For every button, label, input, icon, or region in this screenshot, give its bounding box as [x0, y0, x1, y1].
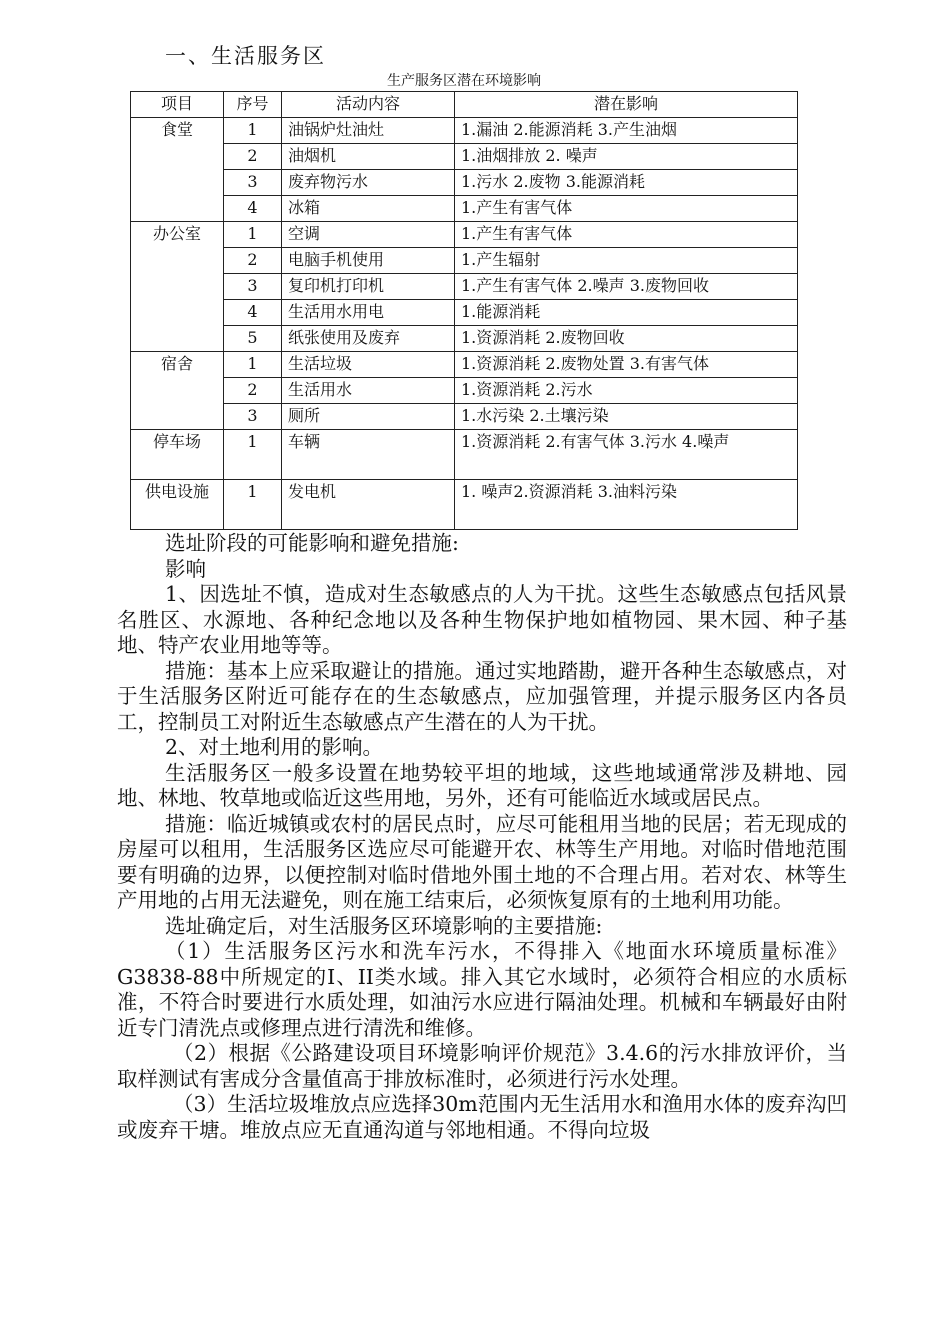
row-no: 3	[224, 170, 282, 196]
paragraph: （3）生活垃圾堆放点应选择30m范围内无生活用水和渔用水体的废弃沟凹或废弃干塘。堆放点应无直通沟道与邻地相通。不得向垃圾	[117, 1092, 847, 1142]
row-impact: 1.水污染 2.土壤污染	[455, 404, 798, 430]
table-row	[131, 118, 798, 144]
row-impact: 1.油烟排放 2. 噪声	[455, 144, 798, 170]
row-no: 5	[224, 326, 282, 352]
row-activity: 冰箱	[282, 196, 455, 222]
paragraph: 2、对土地利用的影响。	[165, 735, 384, 759]
header-item: 项目	[131, 92, 224, 118]
row-activity: 空调	[282, 222, 455, 248]
row-impact: 1.污水 2.废物 3.能源消耗	[455, 170, 798, 196]
table-row	[131, 352, 798, 378]
row-activity: 电脑手机使用	[282, 248, 455, 274]
row-impact: 1.漏油 2.能源消耗 3.产生油烟	[455, 118, 798, 144]
paragraph: 1、因选址不慎，造成对生态敏感点的人为干扰。这些生态敏感点包括风景名胜区、水源地、各种纪念地以及各种生物保护地如植物园、果木园、种子基地、特产农业用地等等。	[117, 582, 847, 657]
paragraph: 措施：临近城镇或农村的居民点时，应尽可能租用当地的民居；若无现成的房屋可以租用，生活服务区选应尽可能避开农、林等生产用地。对临时借地范围要有明确的边界，以便控制对临时借地外围土地的不合理占用。若对农、林等生产用地的占用无法避免，则在施工结束后，必须恢复原有的土地利用功能。	[117, 811, 847, 912]
row-activity: 纸张使用及废弃	[282, 326, 455, 352]
section-title: 一、生活服务区	[165, 44, 326, 68]
row-impact: 1.产生有害气体 2.噪声 3.废物回收	[455, 274, 798, 300]
row-impact: 1.资源消耗 2.废物回收	[455, 326, 798, 352]
row-activity: 车辆	[282, 430, 455, 480]
row-no: 4	[224, 196, 282, 222]
table-caption: 生产服务区潜在环境影响	[387, 73, 541, 89]
table-row	[131, 222, 798, 248]
paragraph: 选址阶段的可能影响和避免措施:	[165, 531, 459, 555]
row-no: 2	[224, 378, 282, 404]
group-name: 供电设施	[131, 480, 224, 530]
row-impact: 1.资源消耗 2.废物处置 3.有害气体	[455, 352, 798, 378]
row-impact: 1.资源消耗 2.有害气体 3.污水 4.噪声	[455, 430, 798, 480]
table-row	[131, 378, 798, 404]
row-activity: 发电机	[282, 480, 455, 530]
table-row	[131, 404, 798, 430]
impact-table	[130, 91, 798, 530]
row-no: 1	[224, 480, 282, 530]
header-no: 序号	[224, 92, 282, 118]
group-name: 食堂	[131, 118, 224, 222]
row-activity: 生活用水	[282, 378, 455, 404]
row-activity: 生活用水用电	[282, 300, 455, 326]
paragraph: 选址确定后，对生活服务区环境影响的主要措施:	[165, 913, 603, 938]
paragraph: 影响	[165, 556, 206, 581]
row-activity: 厕所	[282, 404, 455, 430]
group-name: 办公室	[131, 222, 224, 352]
group-name: 停车场	[131, 430, 224, 480]
row-no: 1	[224, 118, 282, 144]
row-activity: 生活垃圾	[282, 352, 455, 378]
header-activity: 活动内容	[282, 92, 455, 118]
paragraph: （2）根据《公路建设项目环境影响评价规范》3.4.6的污水排放评价，当取样测试有害成分含量值高于排放标准时，必须进行污水处理。	[117, 1041, 847, 1091]
table-row	[131, 170, 798, 196]
row-no: 1	[224, 430, 282, 480]
row-impact: 1.能源消耗	[455, 300, 798, 326]
paragraph: （1）生活服务区污水和洗车污水，不得排入《地面水环境质量标准》G3838-88中所规定的I、II类水域。排入其它水域时，必须符合相应的水质标准，不符合时要进行水质处理，如油污水应进行隔油处理。机械和车辆最好由附近专门清洗点或修理点进行清洗和维修。	[117, 939, 847, 1040]
row-impact: 1.资源消耗 2.污水	[455, 378, 798, 404]
row-no: 4	[224, 300, 282, 326]
table-row	[131, 274, 798, 300]
table-row	[131, 144, 798, 170]
paragraph: 措施：基本上应采取避让的措施。通过实地踏勘，避开各种生态敏感点，对于生活服务区附近可能存在的生态敏感点，应加强管理，并提示服务区内各员工，控制员工对附近生态敏感点产生潜在的人为干扰。	[117, 658, 847, 734]
row-no: 3	[224, 404, 282, 430]
table-row	[131, 300, 798, 326]
row-impact: 1.产生有害气体	[455, 196, 798, 222]
table-row	[131, 248, 798, 274]
paragraph: 生活服务区一般多设置在地势较平坦的地域，这些地域通常涉及耕地、园地、林地、牧草地或临近这些用地，另外，还有可能临近水域或居民点。	[117, 760, 847, 810]
row-activity: 复印机打印机	[282, 274, 455, 300]
row-no: 2	[224, 144, 282, 170]
row-activity: 油烟机	[282, 144, 455, 170]
body-text	[117, 531, 847, 1143]
row-activity: 油锅炉灶油灶	[282, 118, 455, 144]
row-impact: 1.产生辐射	[455, 248, 798, 274]
table-row	[131, 480, 798, 530]
table-row	[131, 196, 798, 222]
table-row	[131, 326, 798, 352]
row-activity: 废弃物污水	[282, 170, 455, 196]
row-no: 2	[224, 248, 282, 274]
row-no: 3	[224, 274, 282, 300]
table-header-row	[131, 92, 798, 118]
header-impact: 潜在影响	[455, 92, 798, 118]
row-impact: 1. 噪声2.资源消耗 3.油料污染	[455, 480, 798, 530]
group-name: 宿舍	[131, 352, 224, 430]
row-no: 1	[224, 222, 282, 248]
table-row	[131, 430, 798, 480]
row-impact: 1.产生有害气体	[455, 222, 798, 248]
row-no: 1	[224, 352, 282, 378]
